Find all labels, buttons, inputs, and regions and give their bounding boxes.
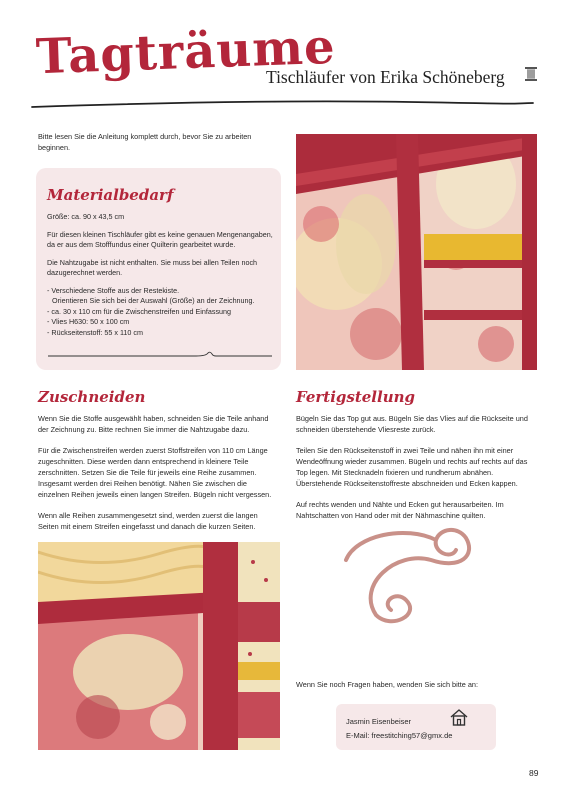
intro-text: Bitte lesen Sie die Anleitung komplett durch, bevor Sie zu arbeiten beginnen. (38, 132, 252, 152)
finishing-heading: Fertigstellung (296, 388, 416, 406)
house-icon (449, 707, 469, 727)
material-text (47, 212, 273, 338)
cutting-heading: Zuschneiden (38, 388, 146, 406)
list-item: - ca. 30 x 110 cm für die Zwischenstreifen und Einfassung (47, 306, 232, 316)
header-divider (30, 94, 535, 114)
quilt-photo-bottom (38, 542, 280, 750)
cutting-paragraph: Wenn Sie die Stoffe ausgewählt haben, schneiden Sie die Teile anhand der Zeichnung zu. Bitte rechnen Sie immer die Nahtzugabe dazu. (38, 414, 269, 434)
box-divider (46, 350, 274, 360)
list-item: Orientieren Sie sich bei der Auswahl (Größe) an der Zeichnung. (52, 296, 255, 305)
cutting-text (38, 413, 280, 542)
decorative-swirl (336, 520, 486, 650)
contact-name: Jasmin Eisenbeiser (346, 717, 412, 726)
spool-icon (524, 66, 538, 82)
finishing-paragraph: Auf rechts wenden und Nähte und Ecken gut herausarbeiten. Im Nahtschatten von Hand oder mit der Nähmaschine quilten. (296, 500, 504, 520)
material-box (36, 168, 281, 370)
list-item: - Rückseitenstoff: 55 x 110 cm (47, 327, 144, 337)
list-item: - Vlies H630: 50 x 100 cm (47, 317, 130, 326)
quilt-photo-top (296, 134, 537, 370)
finishing-paragraph: Teilen Sie den Rückseitenstoff in zwei Teile und nähen ihn mit einer Wendeöffnung wieder zusammen. Bügeln und rechts auf rechts auf das Top legen. Mit Stecknadeln fixieren und rundherum abnähen. Überstehende Rückseitenstoffreste abschneiden und Ecken kappen. (296, 446, 528, 488)
material-heading: Materialbedarf (47, 186, 174, 204)
material-size: Größe: ca. 90 x 43,5 cm (47, 212, 125, 221)
cutting-paragraph: Wenn alle Reihen zusammengesetzt sind, werden zuerst die langen Seiten mit einem Streifen eingefasst und danach die kurzen Seiten. (38, 511, 258, 531)
list-item: - Verschiedene Stoffe aus der Restekiste. (47, 285, 180, 295)
page-title: Tagträume (35, 18, 337, 86)
page-subtitle: Tischläufer von Erika Schöneberg (266, 67, 505, 87)
contact-box (336, 704, 496, 750)
contact-email[interactable]: E-Mail: freestitching57@gmx.de (346, 731, 453, 740)
material-paragraph: Für diesen kleinen Tischläufer gibt es keine genauen Mengenangaben, da er aus dem Stofffundus einer Quilterin gearbeitet wurde. (47, 229, 273, 249)
material-paragraph: Die Nahtzugabe ist nicht enthalten. Sie muss bei allen Teilen noch dazugerechnet werden. (47, 257, 258, 277)
finishing-text (296, 413, 539, 531)
contact-intro: Wenn Sie noch Fragen haben, wenden Sie sich bitte an: (296, 680, 479, 689)
finishing-paragraph: Bügeln Sie das Top gut aus. Bügeln Sie das Vlies auf die Rückseite und schneiden überstehende Vliesreste zurück. (296, 414, 528, 434)
cutting-paragraph: Für die Zwischenstreifen werden zuerst Stoffstreifen von 110 cm Länge zugeschnitten. Diese werden dann entsprechend in kleinere Teile zerschnitten. Setzen Sie die Teile für jeweils eine Reihe zusammen. Insgesamt werden drei Reihen benötigt. Nähen Sie zwischen die einzelnen Reihen jeweils einen langen Streifen. Bügeln nicht vergessen. (38, 446, 272, 499)
page-number: 89 (529, 768, 539, 778)
material-list (47, 286, 273, 339)
